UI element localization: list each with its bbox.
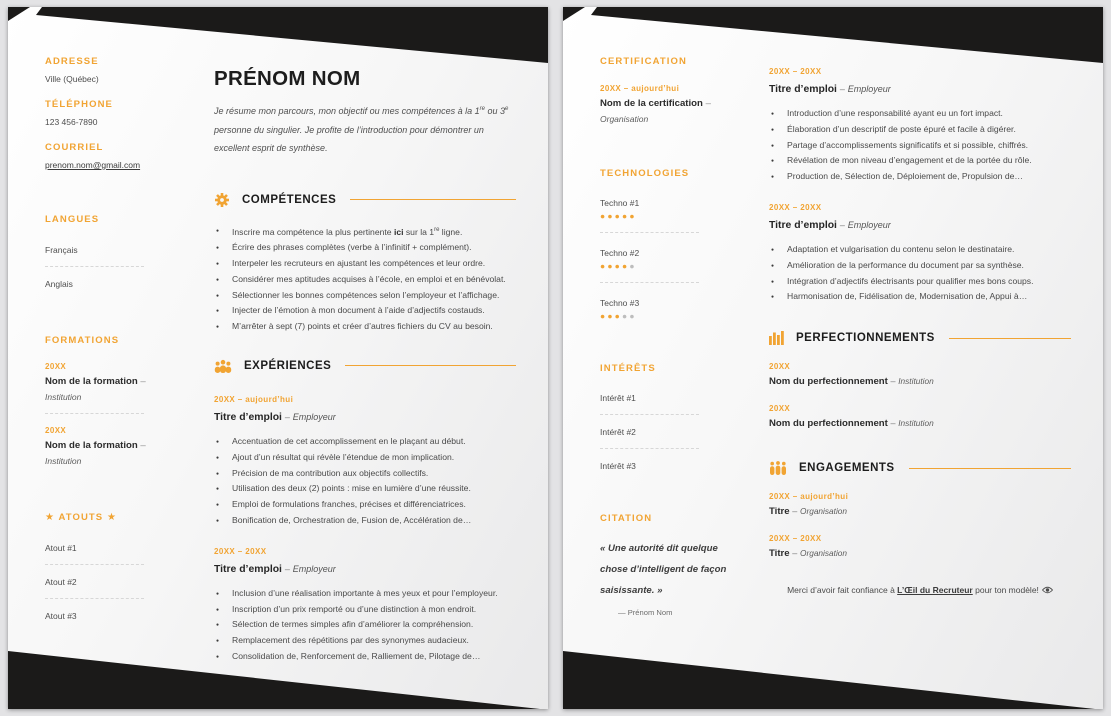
bullet-item: ● Inclusion d’une réalisation importante à mes yeux et pour l’employeur.: [214, 589, 516, 598]
asset-item: Atout #1: [45, 543, 77, 553]
techno-rating: ●●●●●: [600, 311, 637, 321]
perfectionnement-date: 20XX: [769, 362, 791, 372]
job-date: 20XX – 20XX: [769, 202, 822, 212]
language-item: Français: [45, 245, 78, 255]
main-column: [214, 7, 516, 668]
section-rule: [909, 468, 1071, 469]
sidebar: [600, 7, 733, 617]
interests-label: INTÉRÊTS: [600, 363, 656, 374]
formation-date: 20XX: [45, 426, 67, 435]
section-title: EXPÉRIENCES: [244, 359, 332, 372]
perfectionnement-name: Nom du perfectionnement – Institution: [769, 418, 934, 430]
job-title: Titre d’emploi – Employeur: [769, 84, 891, 95]
bullet-item: ● Introduction d’une responsabilité ayant eu un fort impact.: [769, 109, 1071, 118]
email-link[interactable]: prenom.nom@gmail.com: [45, 160, 141, 170]
job-bullets: [769, 109, 1071, 181]
technologies-label: TECHNOLOGIES: [600, 168, 690, 179]
perfectionnement-date: 20XX: [769, 404, 791, 414]
bullet-item: ● Adaptation et vulgarisation du contenu selon le destinataire.: [769, 245, 1071, 254]
citation-label: CITATION: [600, 513, 653, 524]
intro-paragraph: Je résume mon parcours, mon objectif ou mes compétences à la 1re ou 3e personne du singulier. Je profite de l’introduction pour démontrer un excellent esprit de synthèse.: [214, 106, 509, 153]
resume-page-2: [563, 7, 1103, 709]
bullet-item: ● Interpeler les recruteurs en ajustant les compétences et leur ordre.: [214, 259, 516, 268]
bullet-item: ● Remplacement des répétitions par des synonymes audacieux.: [214, 636, 516, 645]
techno-rating: ●●●●●: [600, 261, 637, 271]
email-label: COURRIEL: [45, 142, 104, 153]
divider: [45, 413, 144, 414]
job-entry: [214, 395, 516, 525]
job-employer: Employeur: [847, 84, 891, 94]
divider: [600, 232, 699, 233]
engagement-title: Titre – Organisation: [769, 506, 848, 518]
languages-label: LANGUES: [45, 214, 100, 225]
bullet-item: ● Production de, Sélection de, Déploiement de, Propulsion de…: [769, 172, 1071, 181]
job-bullets: [769, 245, 1071, 301]
bullet-item: ● Consolidation de, Renforcement de, Ralliement de, Pilotage de…: [214, 652, 516, 661]
bullet-item: ● Sélection de termes simples afin d’améliorer la compréhension.: [214, 620, 516, 629]
bullet-item: ● Accentuation de cet accomplissement en le plaçant au début.: [214, 437, 516, 446]
bullet-item: ● Élaboration d’un descriptif de poste épuré et facile à digérer.: [769, 125, 1071, 134]
perfectionnement-entry: [769, 362, 1071, 387]
bullet-item: ● Utilisation des deux (2) points : mise en lumière d’une réussite.: [214, 484, 516, 493]
certification-name: Nom de la certification –: [600, 98, 711, 109]
job-employer: Employeur: [292, 411, 336, 422]
certification-org: Organisation: [600, 114, 649, 124]
divider: [600, 282, 699, 283]
main-column: [769, 7, 1071, 617]
phone-value: 123 456-7890: [45, 117, 98, 127]
formation-institution: Institution: [45, 392, 82, 402]
job-date: 20XX – 20XX: [769, 67, 822, 76]
divider: [45, 266, 144, 267]
bullet-item: ● Précision de ma contribution aux objectifs collectifs.: [214, 469, 516, 478]
job-entry: [214, 547, 516, 661]
job-date: 20XX – 20XX: [214, 546, 267, 556]
bullet-item: ● Écrire des phrases complètes (verbe à l’infinitif + complément).: [214, 243, 516, 252]
engagement-date: 20XX – aujourd’hui: [769, 492, 849, 502]
audience-icon: [214, 359, 232, 373]
job-title: Titre d’emploi – Employeur: [214, 411, 336, 423]
sidebar: [45, 7, 178, 668]
engagement-date: 20XX – 20XX: [769, 534, 822, 544]
assets-label: ★ ATOUTS ★: [45, 512, 118, 523]
job-bullets: [214, 589, 516, 661]
job-title: Titre d’emploi – Employeur: [769, 219, 891, 231]
certification-date: 20XX – aujourd’hui: [600, 84, 680, 93]
bullet-item: ● Injecter de l’émotion à mon document à l’aide d’adjectifs costauds.: [214, 306, 516, 315]
section-rule: [350, 199, 516, 200]
section-title: COMPÉTENCES: [242, 193, 337, 206]
resume-page-1: [8, 7, 548, 709]
techno-name: Techno #1: [600, 198, 640, 208]
asset-item: Atout #2: [45, 577, 77, 587]
bullet-item: ● Bonification de, Orchestration de, Fusion de, Accélération de…: [214, 516, 516, 525]
section-rule: [345, 365, 516, 366]
bullet-item: ● Intégration d’adjectifs électrisants pour qualifier mes bons coups.: [769, 277, 1071, 286]
quote-author: — Prénom Nom: [618, 608, 673, 617]
engagement-entry: [769, 492, 1071, 517]
footer-band: [563, 639, 1103, 709]
divider: [45, 564, 144, 565]
perfectionnement-name: Nom du perfectionnement – Institution: [769, 376, 934, 388]
job-bullets: [214, 437, 516, 525]
section-engagements: [769, 461, 1071, 475]
gear-icon: [214, 192, 230, 208]
phone-label: TÉLÉPHONE: [45, 99, 113, 110]
bullet-item: ● M’arrêter à sept (7) points et créer d’autres fichiers du CV au besoin.: [214, 322, 516, 331]
job-employer: Employeur: [292, 563, 336, 574]
bullet-item: ● Inscrire ma compétence la plus pertinente ici sur la 1re ligne.: [214, 226, 516, 237]
formation-institution: Institution: [45, 456, 82, 466]
section-title: PERFECTIONNEMENTS: [796, 332, 935, 345]
thanks-line: Merci d’avoir fait confiance à L’Œil du Recruteur pour ton modèle!: [769, 585, 1071, 595]
job-entry: [769, 67, 1071, 181]
language-item: Anglais: [45, 279, 73, 289]
bullet-item: ● Révélation de mon niveau d’engagement et de la portée du rôle.: [769, 156, 1071, 165]
star-icon: ★: [107, 512, 118, 523]
techno-name: Techno #3: [600, 298, 640, 308]
bullet-item: ● Emploi de formulations franches, précises et différenciatrices.: [214, 500, 516, 509]
bullet-item: ● Considérer mes aptitudes acquises à l’école, en emploi et en bénévolat.: [214, 275, 516, 284]
competences-list: [214, 226, 516, 331]
full-name: PRÉNOM NOM: [214, 67, 361, 90]
bullet-item: ● Harmonisation de, Fidélisation de, Modernisation de, Appui à…: [769, 292, 1071, 301]
divider: [45, 598, 144, 599]
job-entry: [769, 203, 1071, 301]
address-value: Ville (Québec): [45, 74, 99, 84]
recruiter-link[interactable]: L’Œil du Recruteur: [897, 585, 973, 596]
techno-rating: ●●●●●: [600, 211, 637, 221]
job-date: 20XX – aujourd’hui: [214, 394, 294, 404]
techno-name: Techno #2: [600, 248, 640, 258]
formation-date: 20XX: [45, 362, 67, 371]
engagement-entry: [769, 534, 1071, 559]
bullet-item: ● Inscription d’un prix remporté ou d’une distinction à mon endroit.: [214, 605, 516, 614]
group-icon: [769, 461, 787, 475]
asset-item: Atout #3: [45, 611, 77, 621]
bullet-item: ● Partage d’accomplissements significatifs et si possible, chiffrés.: [769, 141, 1071, 150]
job-employer: Employeur: [847, 219, 891, 230]
section-title: ENGAGEMENTS: [799, 462, 895, 475]
certification-label: CERTIFICATION: [600, 56, 687, 67]
formation-name: Nom de la formation –: [45, 376, 146, 387]
section-experiences: [214, 359, 516, 373]
bullet-item: ● Amélioration de la performance du document par sa synthèse.: [769, 261, 1071, 270]
section-perfectionnements: [769, 331, 1071, 345]
bar-chart-icon: [769, 331, 784, 345]
formation-name: Nom de la formation –: [45, 440, 146, 451]
interest-item: Intérêt #3: [600, 461, 636, 471]
star-icon: ★: [45, 512, 56, 523]
interest-item: Intérêt #1: [600, 393, 636, 403]
section-competences: [214, 192, 516, 208]
section-rule: [949, 338, 1071, 339]
divider: [600, 414, 699, 415]
divider: [600, 448, 699, 449]
formations-label: FORMATIONS: [45, 335, 120, 346]
eye-icon: [1042, 586, 1053, 594]
job-title: Titre d’emploi – Employeur: [214, 563, 336, 575]
address-label: ADRESSE: [45, 56, 99, 67]
bullet-item: ● Ajout d’un résultat qui révèle l’étendue de mon implication.: [214, 453, 516, 462]
interest-item: Intérêt #2: [600, 427, 636, 437]
bullet-item: ● Sélectionner les bonnes compétences selon l’employeur et l’affichage.: [214, 291, 516, 300]
engagement-title: Titre – Organisation: [769, 548, 848, 560]
quote-text: « Une autorité dit quelque chose d’intelligent de façon saisissante. »: [600, 543, 727, 596]
perfectionnement-entry: [769, 404, 1071, 429]
